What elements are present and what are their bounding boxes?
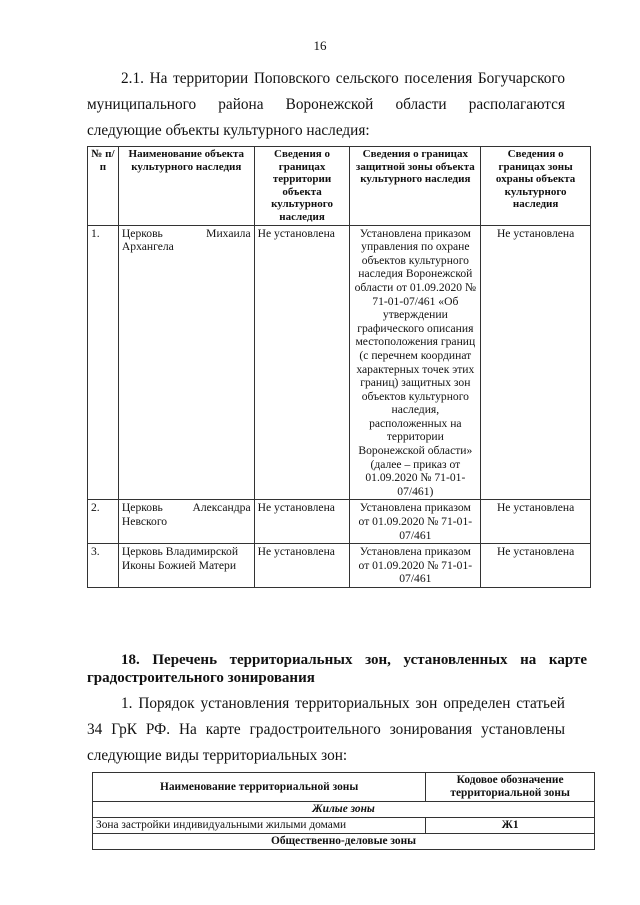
- row-num: 3.: [88, 544, 119, 588]
- row-protection-zone: Не установлена: [481, 225, 591, 500]
- heritage-table: [87, 146, 591, 588]
- row-protective: Установлена приказом от 01.09.2020 № 71-01-07/461: [350, 500, 481, 544]
- zone-code: Ж1: [426, 818, 595, 834]
- zones-col-header-code: Кодовое обозначение территориальной зоны: [426, 773, 595, 802]
- zones-col-header-name: Наименование территориальной зоны: [93, 773, 426, 802]
- col-header-num: № п/п: [88, 147, 119, 226]
- intro-paragraph: 2.1. На территории Поповского сельского поселения Богучарского муниципального района Воронежской области располагаются следующие объекты культурного наследия:: [87, 70, 565, 139]
- zones-table: [92, 772, 595, 850]
- row-protective: Установлена приказом от 01.09.2020 № 71-01-07/461: [350, 544, 481, 588]
- table-row: [88, 500, 591, 544]
- row-name: Церковь Михаила Архангела: [118, 225, 254, 500]
- col-header-territory: Сведения о границах территории объекта культурного наследия: [254, 147, 350, 226]
- col-header-protection-zone: Сведения о границах зоны охраны объекта культурного наследия: [481, 147, 591, 226]
- zones-group-residential: Жилые зоны: [93, 802, 595, 818]
- row-name: Церковь Александра Невского: [118, 500, 254, 544]
- heritage-header-row: [88, 147, 591, 226]
- row-territory: Не установлена: [254, 544, 350, 588]
- col-header-protective: Сведения о границах защитной зоны объекта культурного наследия: [350, 147, 481, 226]
- row-territory: Не установлена: [254, 225, 350, 500]
- zone-name: Зона застройки индивидуальными жилыми домами: [93, 818, 426, 834]
- row-num: 1.: [88, 225, 119, 500]
- table-row: [93, 818, 595, 834]
- page-number: 16: [313, 38, 327, 53]
- table-row: [88, 544, 591, 588]
- section-heading: 18. Перечень территориальных зон, установленных на карте градостроительного зонирования: [87, 652, 587, 686]
- row-num: 2.: [88, 500, 119, 544]
- zones-group-row: [93, 834, 595, 850]
- row-name: Церковь Владимирской Иконы Божией Матери: [118, 544, 254, 588]
- table-row: [88, 225, 591, 500]
- row-territory: Не установлена: [254, 500, 350, 544]
- zones-group-public: Общественно-деловые зоны: [93, 834, 595, 850]
- row-protection-zone: Не установлена: [481, 500, 591, 544]
- row-protection-zone: Не установлена: [481, 544, 591, 588]
- section-paragraph: 1. Порядок установления территориальных зон определен статьей 34 ГрК РФ. На карте градостроительного зонирования установлены следующие виды территориальных зон:: [87, 695, 565, 764]
- row-protective: Установлена приказом управления по охране объектов культурного наследия Воронежской области от 01.09.2020 № 71-01-07/461 «Об утверждении графического описания местоположения границ (с перечнем координат характерных точек этих границ) защитных зон объектов культурного наследия, расположенных на территории Воронежской области» (далее – приказ от 01.09.2020 № 71-01-07/461): [350, 225, 481, 500]
- zones-group-row: [93, 802, 595, 818]
- col-header-name: Наименование объекта культурного наследия: [118, 147, 254, 226]
- zones-header-row: [93, 773, 595, 802]
